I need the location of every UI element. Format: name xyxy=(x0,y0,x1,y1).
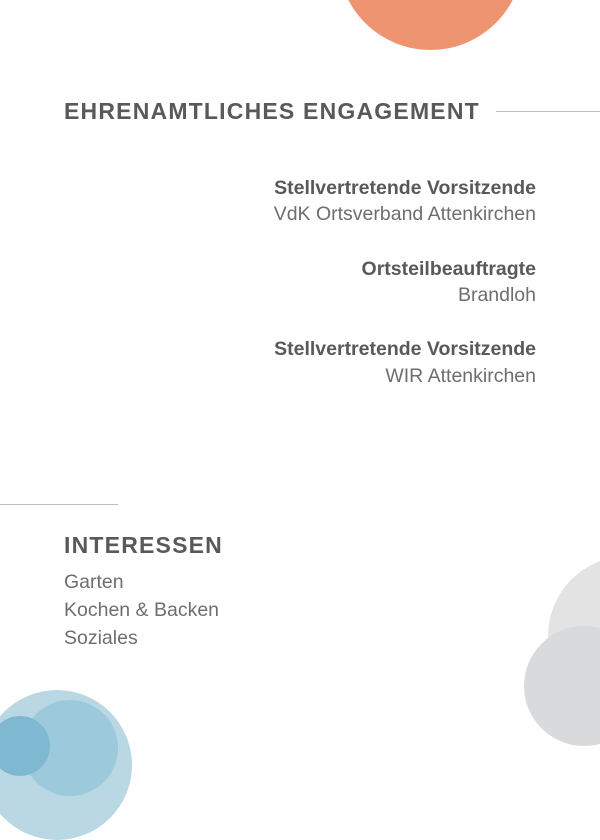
decorative-circle-gray-right-small xyxy=(524,626,600,746)
engagement-role: Ortsteilbeauftragte xyxy=(361,257,536,280)
engagement-organization: Brandloh xyxy=(457,283,536,306)
decorative-circle-orange-top xyxy=(338,0,523,50)
decorative-circle-blue-bottom-medium xyxy=(22,700,118,796)
engagement-entry xyxy=(64,175,536,228)
engagement-entry xyxy=(64,256,536,309)
engagement-role: Stellvertretende Vorsitzende xyxy=(274,177,536,199)
section-rule-engagement xyxy=(496,111,600,112)
section-title-interessen: INTERESSEN xyxy=(64,532,223,558)
decorative-circle-gray-right-large xyxy=(548,556,600,716)
list-item: Soziales xyxy=(64,626,138,649)
section-rule-interessen xyxy=(0,504,118,505)
section-header-engagement xyxy=(64,98,600,125)
engagement-organization: VdK Ortsverband Attenkirchen xyxy=(273,203,536,226)
section-title-engagement: EHRENAMTLICHES ENGAGEMENT xyxy=(64,98,480,124)
engagement-organization: WIR Attenkirchen xyxy=(385,364,536,387)
engagement-entry-list xyxy=(64,175,536,417)
interessen-list xyxy=(64,569,219,653)
decorative-circle-blue-bottom-small xyxy=(0,716,50,776)
list-item: Kochen & Backen xyxy=(64,598,220,621)
engagement-entry xyxy=(64,336,536,389)
decorative-circle-blue-bottom-large xyxy=(0,690,132,840)
list-item: Garten xyxy=(64,571,124,593)
engagement-role: Stellvertretende Vorsitzende xyxy=(274,338,536,361)
section-header-interessen xyxy=(64,532,223,559)
